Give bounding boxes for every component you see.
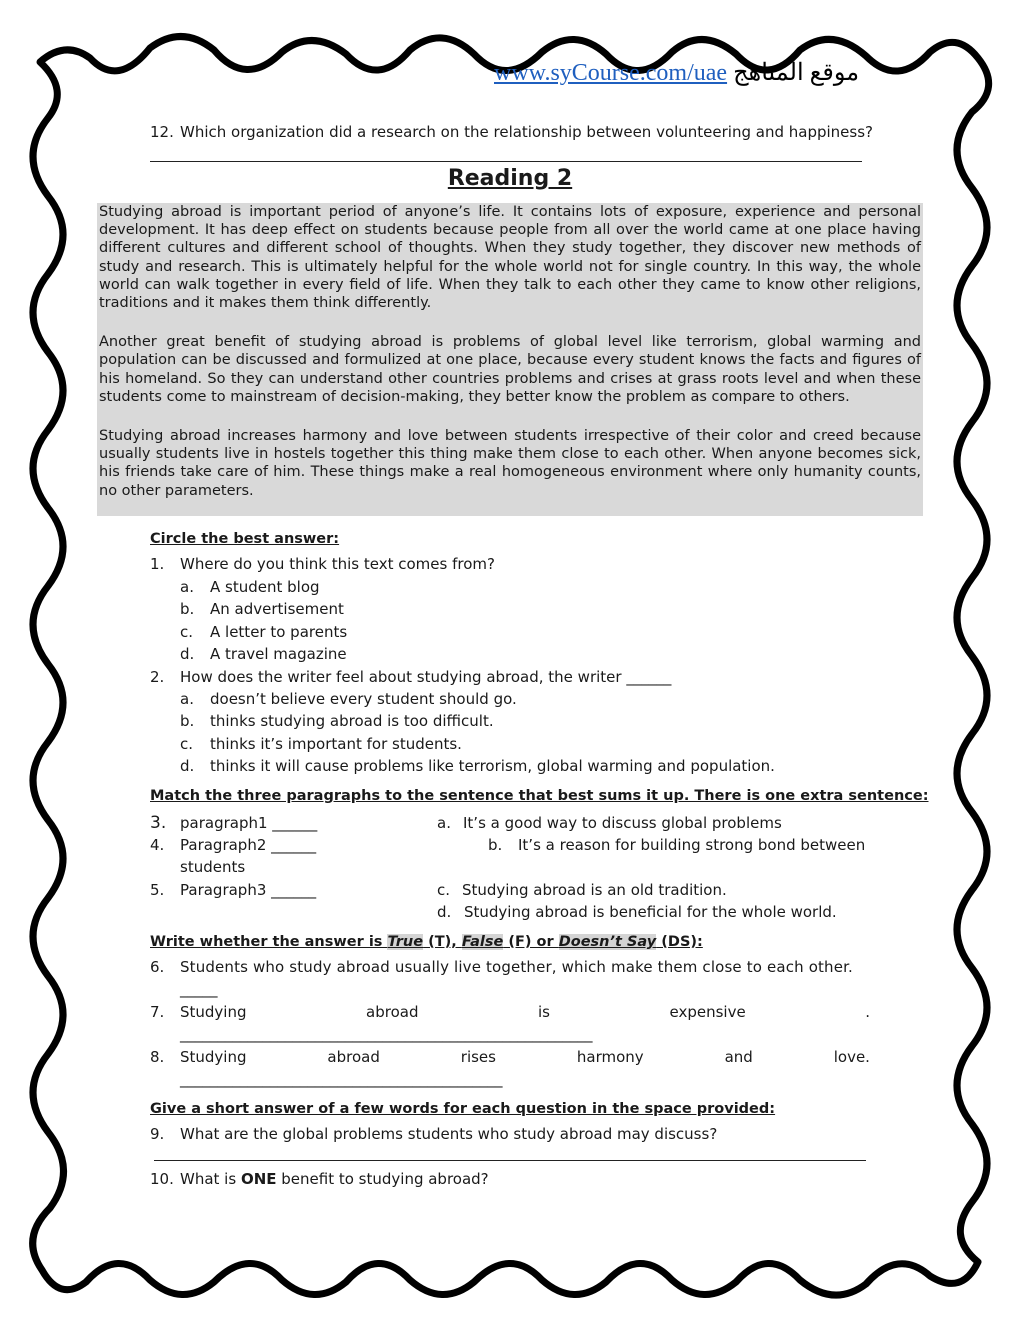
- question-text: Which organization did a research on the relationship between volunteering and happiness?: [180, 123, 873, 141]
- word: abroad: [366, 1003, 419, 1021]
- f-abbr: (F) or: [503, 934, 559, 950]
- match-sentence-a: [437, 812, 782, 834]
- true-label: True: [387, 934, 424, 950]
- item-text: Paragraph2 ______: [180, 836, 317, 854]
- question-text: What are the global problems students who study abroad may discuss?: [180, 1125, 718, 1143]
- question-text: What is: [180, 1170, 241, 1188]
- reading-passage: [97, 203, 923, 516]
- tf-heading: [150, 934, 703, 950]
- question-emphasis: ONE: [240, 1170, 277, 1188]
- passage-paragraph-3: Studying abroad increases harmony and love between students irrespective of their color and creed because usually students live in hostels together this thing make them close to each other. When anyone becomes sick, his friends take care of him. These things make a real homogeneous environment where only humanity counts, no other parameters.: [99, 428, 921, 499]
- item-text: Students who study abroad usually live together, which make them close to each other.: [180, 958, 853, 976]
- mcq-heading: Circle the best answer:: [150, 531, 340, 547]
- item-text: paragraph1 ______: [180, 814, 318, 832]
- false-label: False: [461, 934, 504, 950]
- ds-abbr: (DS):: [656, 934, 703, 950]
- option-2b[interactable]: [180, 710, 494, 732]
- word: love.: [833, 1048, 870, 1066]
- question-text: How does the writer feel about studying abroad, the writer ______: [180, 668, 672, 686]
- option-1b[interactable]: [180, 598, 344, 620]
- option-2c[interactable]: [180, 733, 462, 755]
- option-text: A letter to parents: [210, 623, 348, 641]
- item-number: 5.: [150, 881, 165, 899]
- tf-item-7-text: [180, 1001, 870, 1023]
- question-text: Where do you think this text comes from?: [180, 555, 495, 573]
- sentence-letter: d.: [437, 903, 452, 921]
- passage-paragraph-1: Studying abroad is important period of anyone’s life. It contains lots of exposure, experience and personal development. It has deep effect on students because people from all over the world came at one place having different cultures and different school of thoughts. When they study together, they discover new methods of study and research. This is ultimately helpful for the whole world not for single country. In this way, the whole world can walk together in every field of life. When they talk to each other they came to know other religions, traditions and it makes them think differently.: [99, 204, 921, 312]
- option-2a[interactable]: [180, 688, 517, 710]
- option-text: A student blog: [210, 578, 320, 596]
- site-header: [494, 58, 859, 87]
- question-number: 12.: [150, 123, 174, 141]
- option-text: thinks it’s important for students.: [210, 735, 462, 753]
- item-text: Paragraph3 ______: [180, 881, 317, 899]
- match-item-4-continuation: students: [180, 858, 246, 876]
- option-letter: d.: [180, 645, 195, 663]
- site-name-arabic: موقع المناهج: [733, 60, 860, 86]
- match-heading: Match the three paragraphs to the sentence that best sums it up. There is one extra sentence:: [150, 788, 929, 804]
- doesnt-say-label: Doesn’t Say: [558, 934, 657, 950]
- option-letter: b.: [180, 712, 195, 730]
- word: Studying: [180, 1048, 247, 1066]
- word: expensive: [669, 1003, 746, 1021]
- tf-answer-blank-8[interactable]: ___________________________________________: [180, 1070, 503, 1088]
- option-letter: c.: [180, 623, 194, 641]
- sentence-letter: b.: [488, 836, 503, 854]
- option-text: thinks studying abroad is too difficult.: [210, 712, 494, 730]
- item-number: 7.: [150, 1003, 165, 1021]
- question-number: 1.: [150, 555, 165, 573]
- mcq-question-1: [150, 553, 495, 575]
- answer-line-9[interactable]: [154, 1160, 866, 1161]
- tf-item-7: [150, 1001, 180, 1023]
- item-number: 6.: [150, 958, 165, 976]
- sentence-letter: a.: [437, 814, 451, 832]
- question-number: 2.: [150, 668, 165, 686]
- word: is: [538, 1003, 550, 1021]
- option-text: doesn’t believe every student should go.: [210, 690, 517, 708]
- word: .: [865, 1003, 870, 1021]
- question-12: [150, 121, 873, 143]
- option-1a[interactable]: [180, 576, 320, 598]
- match-sentence-c: [437, 879, 727, 901]
- tf-item-8: [150, 1046, 180, 1068]
- match-item-4: [150, 834, 316, 856]
- match-item-5: [150, 879, 316, 901]
- match-item-3: [150, 812, 317, 834]
- option-text: A travel magazine: [210, 645, 347, 663]
- option-1d[interactable]: [180, 643, 347, 665]
- option-letter: d.: [180, 757, 195, 775]
- item-number: 8.: [150, 1048, 165, 1066]
- option-letter: c.: [180, 735, 194, 753]
- match-sentence-b: [488, 834, 865, 856]
- answer-line-12[interactable]: [150, 161, 862, 162]
- option-letter: a.: [180, 578, 194, 596]
- sentence-text: Studying abroad is an old tradition.: [462, 881, 727, 899]
- option-text: thinks it will cause problems like terrorism, global warming and population.: [210, 757, 775, 775]
- short-answer-heading: Give a short answer of a few words for each question in the space provided:: [150, 1101, 776, 1117]
- t-abbr: (T),: [423, 934, 462, 950]
- word: harmony: [576, 1048, 644, 1066]
- reading-title: Reading 2: [447, 166, 573, 191]
- sentence-letter: c.: [437, 881, 451, 899]
- tf-item-6: [150, 956, 853, 978]
- option-letter: b.: [180, 600, 195, 618]
- word: rises: [460, 1048, 496, 1066]
- word: Studying: [180, 1003, 247, 1021]
- mcq-question-2: [150, 666, 671, 688]
- sentence-text: Studying abroad is beneficial for the whole world.: [464, 903, 837, 921]
- question-text-end: benefit to studying abroad?: [276, 1170, 489, 1188]
- word: and: [724, 1048, 753, 1066]
- sentence-text: It’s a good way to discuss global problems: [463, 814, 782, 832]
- option-1c[interactable]: [180, 621, 347, 643]
- tf-answer-blank-7[interactable]: _______________________________________________________: [180, 1025, 593, 1043]
- site-link[interactable]: www.syCourse.com/uae: [494, 60, 728, 86]
- question-number: 9.: [150, 1125, 165, 1143]
- tf-answer-blank-6[interactable]: _____: [180, 980, 218, 998]
- item-number: 3.: [150, 813, 167, 833]
- word: abroad: [327, 1048, 380, 1066]
- option-text: An advertisement: [210, 600, 344, 618]
- short-question-9: [150, 1123, 717, 1145]
- match-sentence-d: [437, 901, 837, 923]
- item-number: 4.: [150, 836, 165, 854]
- option-letter: a.: [180, 690, 194, 708]
- question-number: 10.: [150, 1170, 174, 1188]
- tf-item-8-text: [180, 1046, 870, 1068]
- sentence-text: It’s a reason for building strong bond between: [518, 836, 866, 854]
- passage-paragraph-2: Another great benefit of studying abroad is problems of global level like terrorism, global warming and population can be discussed and formulized at one place, because every student knows the facts and figures of his homeland. So they can understand other countries problems and crises at grass roots level and when these students come to mainstream of decision-making, they better know the problem as compare to others.: [99, 334, 921, 405]
- option-2d[interactable]: [180, 755, 775, 777]
- short-question-10: [150, 1168, 489, 1190]
- tf-heading-text: Write whether the answer is: [150, 934, 388, 950]
